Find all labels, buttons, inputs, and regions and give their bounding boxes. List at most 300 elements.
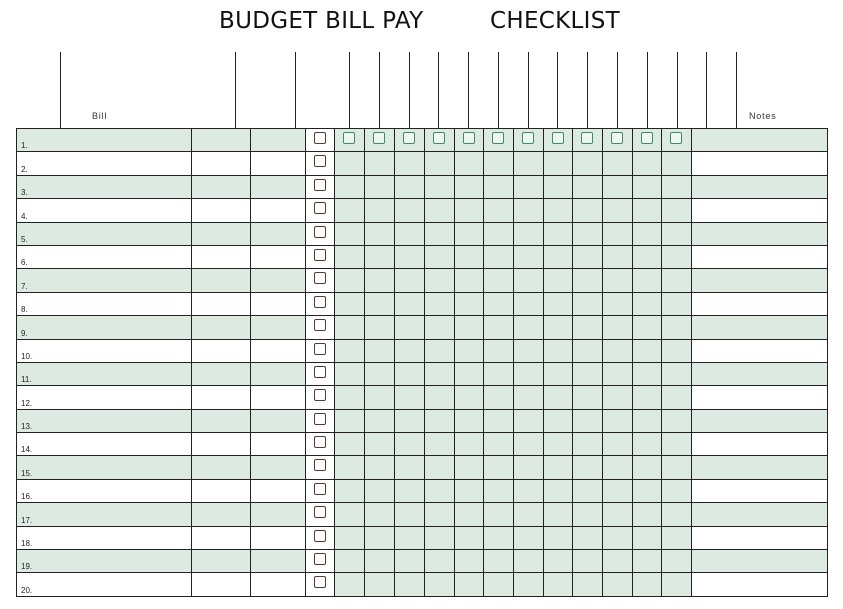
paid-checkbox[interactable] xyxy=(314,506,326,518)
month-cell[interactable] xyxy=(514,456,544,479)
month-checkbox[interactable] xyxy=(552,132,564,144)
month-cell[interactable] xyxy=(633,222,662,245)
paid-checkbox[interactable] xyxy=(314,319,326,331)
month-cell[interactable] xyxy=(365,199,395,222)
month-cell[interactable] xyxy=(484,245,514,268)
month-cell[interactable] xyxy=(544,199,573,222)
bill-name-cell[interactable] xyxy=(17,433,192,456)
month-cell[interactable] xyxy=(335,199,365,222)
month-cell[interactable] xyxy=(573,409,603,432)
month-cell[interactable] xyxy=(484,573,514,596)
month-cell[interactable] xyxy=(365,479,395,502)
month-cell[interactable] xyxy=(573,362,603,385)
month-cell[interactable] xyxy=(455,409,484,432)
month-cell[interactable] xyxy=(425,339,455,362)
month-cell[interactable] xyxy=(603,433,633,456)
paid-checkbox[interactable] xyxy=(314,155,326,167)
month-cell[interactable] xyxy=(425,152,455,175)
month-cell[interactable] xyxy=(514,362,544,385)
month-cell[interactable] xyxy=(633,503,662,526)
month-cell[interactable] xyxy=(395,503,425,526)
bill-name-cell[interactable] xyxy=(17,269,192,292)
month-cell[interactable] xyxy=(603,409,633,432)
month-cell[interactable] xyxy=(484,550,514,573)
month-cell[interactable] xyxy=(484,316,514,339)
month-cell[interactable] xyxy=(484,222,514,245)
month-cell[interactable] xyxy=(455,362,484,385)
month-cell[interactable] xyxy=(365,409,395,432)
due-date-cell[interactable] xyxy=(192,409,251,432)
month-cell[interactable] xyxy=(425,222,455,245)
due-date-cell[interactable] xyxy=(192,339,251,362)
month-cell[interactable] xyxy=(603,269,633,292)
paid-checkbox[interactable] xyxy=(314,296,326,308)
month-cell[interactable] xyxy=(662,339,692,362)
month-cell[interactable] xyxy=(603,339,633,362)
month-cell[interactable] xyxy=(544,456,573,479)
month-cell[interactable] xyxy=(573,479,603,502)
month-cell[interactable] xyxy=(662,526,692,549)
month-cell[interactable] xyxy=(514,222,544,245)
month-cell[interactable] xyxy=(573,245,603,268)
month-cell[interactable] xyxy=(603,386,633,409)
month-cell[interactable] xyxy=(633,339,662,362)
month-cell[interactable] xyxy=(633,526,662,549)
month-cell[interactable] xyxy=(484,152,514,175)
notes-cell[interactable] xyxy=(692,433,828,456)
paid-checkbox[interactable] xyxy=(314,436,326,448)
month-cell[interactable] xyxy=(395,409,425,432)
month-cell[interactable] xyxy=(662,152,692,175)
month-cell[interactable] xyxy=(662,386,692,409)
month-cell[interactable] xyxy=(425,503,455,526)
month-checkbox[interactable] xyxy=(641,132,653,144)
month-cell[interactable] xyxy=(335,269,365,292)
amount-cell[interactable] xyxy=(251,386,306,409)
amount-cell[interactable] xyxy=(251,129,306,152)
paid-checkbox[interactable] xyxy=(314,226,326,238)
month-cell[interactable] xyxy=(603,362,633,385)
month-checkbox[interactable] xyxy=(492,132,504,144)
month-cell[interactable] xyxy=(365,386,395,409)
month-cell[interactable] xyxy=(455,316,484,339)
month-cell[interactable] xyxy=(365,550,395,573)
month-cell[interactable] xyxy=(335,152,365,175)
amount-cell[interactable] xyxy=(251,479,306,502)
month-cell[interactable] xyxy=(395,269,425,292)
bill-name-cell[interactable] xyxy=(17,409,192,432)
month-cell[interactable] xyxy=(544,269,573,292)
month-checkbox[interactable] xyxy=(463,132,475,144)
notes-cell[interactable] xyxy=(692,503,828,526)
month-cell[interactable] xyxy=(573,292,603,315)
month-cell[interactable] xyxy=(455,433,484,456)
notes-cell[interactable] xyxy=(692,479,828,502)
month-checkbox[interactable] xyxy=(611,132,623,144)
month-cell[interactable] xyxy=(365,292,395,315)
month-cell[interactable] xyxy=(365,573,395,596)
month-cell[interactable] xyxy=(633,362,662,385)
due-date-cell[interactable] xyxy=(192,129,251,152)
month-cell[interactable] xyxy=(514,526,544,549)
month-cell[interactable] xyxy=(395,573,425,596)
bill-name-cell[interactable] xyxy=(17,129,192,152)
paid-checkbox[interactable] xyxy=(314,483,326,495)
bill-name-cell[interactable] xyxy=(17,386,192,409)
notes-cell[interactable] xyxy=(692,175,828,198)
month-cell[interactable] xyxy=(514,316,544,339)
notes-cell[interactable] xyxy=(692,152,828,175)
month-cell[interactable] xyxy=(425,175,455,198)
month-cell[interactable] xyxy=(603,245,633,268)
bill-name-cell[interactable] xyxy=(17,175,192,198)
month-cell[interactable] xyxy=(573,222,603,245)
month-cell[interactable] xyxy=(544,433,573,456)
month-cell[interactable] xyxy=(395,339,425,362)
due-date-cell[interactable] xyxy=(192,456,251,479)
month-cell[interactable] xyxy=(573,386,603,409)
month-cell[interactable] xyxy=(395,245,425,268)
notes-cell[interactable] xyxy=(692,362,828,385)
notes-cell[interactable] xyxy=(692,573,828,596)
month-cell[interactable] xyxy=(662,433,692,456)
month-cell[interactable] xyxy=(484,362,514,385)
paid-checkbox[interactable] xyxy=(314,132,326,144)
month-cell[interactable] xyxy=(484,433,514,456)
month-cell[interactable] xyxy=(514,175,544,198)
month-cell[interactable] xyxy=(514,152,544,175)
month-cell[interactable] xyxy=(573,456,603,479)
month-cell[interactable] xyxy=(335,526,365,549)
month-cell[interactable] xyxy=(544,362,573,385)
amount-cell[interactable] xyxy=(251,456,306,479)
month-cell[interactable] xyxy=(633,292,662,315)
month-cell[interactable] xyxy=(365,316,395,339)
month-cell[interactable] xyxy=(633,152,662,175)
month-cell[interactable] xyxy=(514,269,544,292)
month-cell[interactable] xyxy=(514,386,544,409)
due-date-cell[interactable] xyxy=(192,175,251,198)
month-cell[interactable] xyxy=(544,222,573,245)
month-cell[interactable] xyxy=(484,503,514,526)
bill-name-cell[interactable] xyxy=(17,503,192,526)
paid-checkbox[interactable] xyxy=(314,459,326,471)
month-cell[interactable] xyxy=(425,479,455,502)
month-cell[interactable] xyxy=(633,409,662,432)
month-cell[interactable] xyxy=(514,339,544,362)
month-cell[interactable] xyxy=(395,386,425,409)
month-cell[interactable] xyxy=(335,433,365,456)
month-cell[interactable] xyxy=(603,503,633,526)
month-cell[interactable] xyxy=(633,199,662,222)
month-cell[interactable] xyxy=(425,316,455,339)
amount-cell[interactable] xyxy=(251,199,306,222)
month-cell[interactable] xyxy=(573,152,603,175)
due-date-cell[interactable] xyxy=(192,503,251,526)
month-cell[interactable] xyxy=(603,316,633,339)
month-cell[interactable] xyxy=(544,386,573,409)
month-cell[interactable] xyxy=(484,292,514,315)
month-cell[interactable] xyxy=(662,479,692,502)
month-cell[interactable] xyxy=(514,199,544,222)
month-cell[interactable] xyxy=(455,269,484,292)
notes-cell[interactable] xyxy=(692,456,828,479)
month-cell[interactable] xyxy=(573,175,603,198)
month-cell[interactable] xyxy=(544,503,573,526)
month-cell[interactable] xyxy=(365,175,395,198)
month-cell[interactable] xyxy=(425,573,455,596)
notes-cell[interactable] xyxy=(692,316,828,339)
month-cell[interactable] xyxy=(395,550,425,573)
notes-cell[interactable] xyxy=(692,386,828,409)
month-cell[interactable] xyxy=(365,245,395,268)
notes-cell[interactable] xyxy=(692,409,828,432)
month-cell[interactable] xyxy=(662,550,692,573)
month-cell[interactable] xyxy=(544,573,573,596)
due-date-cell[interactable] xyxy=(192,526,251,549)
month-cell[interactable] xyxy=(455,456,484,479)
bill-name-cell[interactable] xyxy=(17,526,192,549)
month-cell[interactable] xyxy=(603,479,633,502)
month-cell[interactable] xyxy=(514,550,544,573)
month-cell[interactable] xyxy=(633,573,662,596)
month-cell[interactable] xyxy=(335,316,365,339)
month-cell[interactable] xyxy=(455,573,484,596)
month-cell[interactable] xyxy=(484,339,514,362)
due-date-cell[interactable] xyxy=(192,199,251,222)
month-cell[interactable] xyxy=(603,456,633,479)
month-cell[interactable] xyxy=(455,339,484,362)
month-checkbox[interactable] xyxy=(403,132,415,144)
month-cell[interactable] xyxy=(395,222,425,245)
month-cell[interactable] xyxy=(544,152,573,175)
month-cell[interactable] xyxy=(573,269,603,292)
month-cell[interactable] xyxy=(395,199,425,222)
month-cell[interactable] xyxy=(335,503,365,526)
due-date-cell[interactable] xyxy=(192,433,251,456)
month-cell[interactable] xyxy=(425,199,455,222)
due-date-cell[interactable] xyxy=(192,386,251,409)
amount-cell[interactable] xyxy=(251,362,306,385)
month-cell[interactable] xyxy=(544,175,573,198)
month-cell[interactable] xyxy=(484,409,514,432)
due-date-cell[interactable] xyxy=(192,269,251,292)
month-cell[interactable] xyxy=(335,292,365,315)
paid-checkbox[interactable] xyxy=(314,179,326,191)
month-cell[interactable] xyxy=(484,269,514,292)
month-cell[interactable] xyxy=(484,199,514,222)
due-date-cell[interactable] xyxy=(192,573,251,596)
month-cell[interactable] xyxy=(335,362,365,385)
month-checkbox[interactable] xyxy=(343,132,355,144)
month-cell[interactable] xyxy=(395,175,425,198)
bill-name-cell[interactable] xyxy=(17,222,192,245)
due-date-cell[interactable] xyxy=(192,362,251,385)
amount-cell[interactable] xyxy=(251,503,306,526)
bill-name-cell[interactable] xyxy=(17,316,192,339)
month-checkbox[interactable] xyxy=(670,132,682,144)
month-cell[interactable] xyxy=(455,386,484,409)
paid-checkbox[interactable] xyxy=(314,576,326,588)
month-cell[interactable] xyxy=(633,316,662,339)
month-cell[interactable] xyxy=(662,199,692,222)
bill-name-cell[interactable] xyxy=(17,292,192,315)
month-cell[interactable] xyxy=(335,339,365,362)
month-cell[interactable] xyxy=(544,316,573,339)
month-cell[interactable] xyxy=(603,573,633,596)
paid-checkbox[interactable] xyxy=(314,389,326,401)
month-cell[interactable] xyxy=(544,526,573,549)
month-cell[interactable] xyxy=(335,222,365,245)
month-cell[interactable] xyxy=(455,175,484,198)
month-cell[interactable] xyxy=(335,175,365,198)
amount-cell[interactable] xyxy=(251,152,306,175)
month-cell[interactable] xyxy=(662,175,692,198)
month-cell[interactable] xyxy=(395,152,425,175)
amount-cell[interactable] xyxy=(251,339,306,362)
month-cell[interactable] xyxy=(484,479,514,502)
month-cell[interactable] xyxy=(633,433,662,456)
notes-cell[interactable] xyxy=(692,129,828,152)
amount-cell[interactable] xyxy=(251,175,306,198)
bill-name-cell[interactable] xyxy=(17,245,192,268)
month-cell[interactable] xyxy=(484,456,514,479)
notes-cell[interactable] xyxy=(692,292,828,315)
month-cell[interactable] xyxy=(662,292,692,315)
month-cell[interactable] xyxy=(544,339,573,362)
paid-checkbox[interactable] xyxy=(314,202,326,214)
month-checkbox[interactable] xyxy=(373,132,385,144)
month-cell[interactable] xyxy=(425,456,455,479)
due-date-cell[interactable] xyxy=(192,245,251,268)
month-cell[interactable] xyxy=(544,292,573,315)
month-cell[interactable] xyxy=(603,526,633,549)
month-cell[interactable] xyxy=(662,269,692,292)
month-cell[interactable] xyxy=(335,550,365,573)
month-cell[interactable] xyxy=(335,409,365,432)
month-cell[interactable] xyxy=(335,245,365,268)
month-cell[interactable] xyxy=(335,386,365,409)
month-checkbox[interactable] xyxy=(581,132,593,144)
due-date-cell[interactable] xyxy=(192,152,251,175)
month-cell[interactable] xyxy=(484,526,514,549)
paid-checkbox[interactable] xyxy=(314,553,326,565)
month-cell[interactable] xyxy=(455,292,484,315)
month-cell[interactable] xyxy=(455,152,484,175)
month-cell[interactable] xyxy=(514,292,544,315)
amount-cell[interactable] xyxy=(251,573,306,596)
month-cell[interactable] xyxy=(335,479,365,502)
month-cell[interactable] xyxy=(573,550,603,573)
notes-cell[interactable] xyxy=(692,526,828,549)
month-cell[interactable] xyxy=(425,362,455,385)
month-cell[interactable] xyxy=(573,316,603,339)
month-cell[interactable] xyxy=(455,503,484,526)
month-cell[interactable] xyxy=(603,152,633,175)
month-cell[interactable] xyxy=(365,526,395,549)
month-cell[interactable] xyxy=(514,409,544,432)
paid-checkbox[interactable] xyxy=(314,272,326,284)
month-cell[interactable] xyxy=(425,386,455,409)
amount-cell[interactable] xyxy=(251,316,306,339)
month-cell[interactable] xyxy=(425,292,455,315)
amount-cell[interactable] xyxy=(251,292,306,315)
month-cell[interactable] xyxy=(662,573,692,596)
month-cell[interactable] xyxy=(573,503,603,526)
month-cell[interactable] xyxy=(573,339,603,362)
due-date-cell[interactable] xyxy=(192,479,251,502)
month-cell[interactable] xyxy=(633,269,662,292)
month-cell[interactable] xyxy=(425,245,455,268)
month-cell[interactable] xyxy=(365,269,395,292)
month-cell[interactable] xyxy=(544,409,573,432)
amount-cell[interactable] xyxy=(251,550,306,573)
month-cell[interactable] xyxy=(395,292,425,315)
month-cell[interactable] xyxy=(662,456,692,479)
month-cell[interactable] xyxy=(573,199,603,222)
month-cell[interactable] xyxy=(365,339,395,362)
month-cell[interactable] xyxy=(633,175,662,198)
month-cell[interactable] xyxy=(335,573,365,596)
month-cell[interactable] xyxy=(573,573,603,596)
paid-checkbox[interactable] xyxy=(314,366,326,378)
month-cell[interactable] xyxy=(633,479,662,502)
month-cell[interactable] xyxy=(603,199,633,222)
month-cell[interactable] xyxy=(455,550,484,573)
month-cell[interactable] xyxy=(425,269,455,292)
month-cell[interactable] xyxy=(395,316,425,339)
month-cell[interactable] xyxy=(425,433,455,456)
due-date-cell[interactable] xyxy=(192,316,251,339)
bill-name-cell[interactable] xyxy=(17,479,192,502)
month-cell[interactable] xyxy=(514,479,544,502)
notes-cell[interactable] xyxy=(692,245,828,268)
month-cell[interactable] xyxy=(633,550,662,573)
month-cell[interactable] xyxy=(425,550,455,573)
month-cell[interactable] xyxy=(484,175,514,198)
amount-cell[interactable] xyxy=(251,269,306,292)
month-cell[interactable] xyxy=(662,503,692,526)
month-cell[interactable] xyxy=(603,222,633,245)
month-cell[interactable] xyxy=(365,456,395,479)
notes-cell[interactable] xyxy=(692,550,828,573)
month-cell[interactable] xyxy=(633,456,662,479)
month-cell[interactable] xyxy=(662,316,692,339)
bill-name-cell[interactable] xyxy=(17,550,192,573)
month-cell[interactable] xyxy=(662,222,692,245)
paid-checkbox[interactable] xyxy=(314,530,326,542)
month-cell[interactable] xyxy=(365,152,395,175)
notes-cell[interactable] xyxy=(692,222,828,245)
month-cell[interactable] xyxy=(662,409,692,432)
month-cell[interactable] xyxy=(455,479,484,502)
month-cell[interactable] xyxy=(365,433,395,456)
month-cell[interactable] xyxy=(544,550,573,573)
month-cell[interactable] xyxy=(544,245,573,268)
month-cell[interactable] xyxy=(395,456,425,479)
month-cell[interactable] xyxy=(395,526,425,549)
month-cell[interactable] xyxy=(455,526,484,549)
bill-name-cell[interactable] xyxy=(17,456,192,479)
month-checkbox[interactable] xyxy=(522,132,534,144)
bill-name-cell[interactable] xyxy=(17,199,192,222)
month-cell[interactable] xyxy=(425,526,455,549)
month-cell[interactable] xyxy=(365,362,395,385)
notes-cell[interactable] xyxy=(692,339,828,362)
month-cell[interactable] xyxy=(425,409,455,432)
amount-cell[interactable] xyxy=(251,433,306,456)
month-cell[interactable] xyxy=(662,362,692,385)
